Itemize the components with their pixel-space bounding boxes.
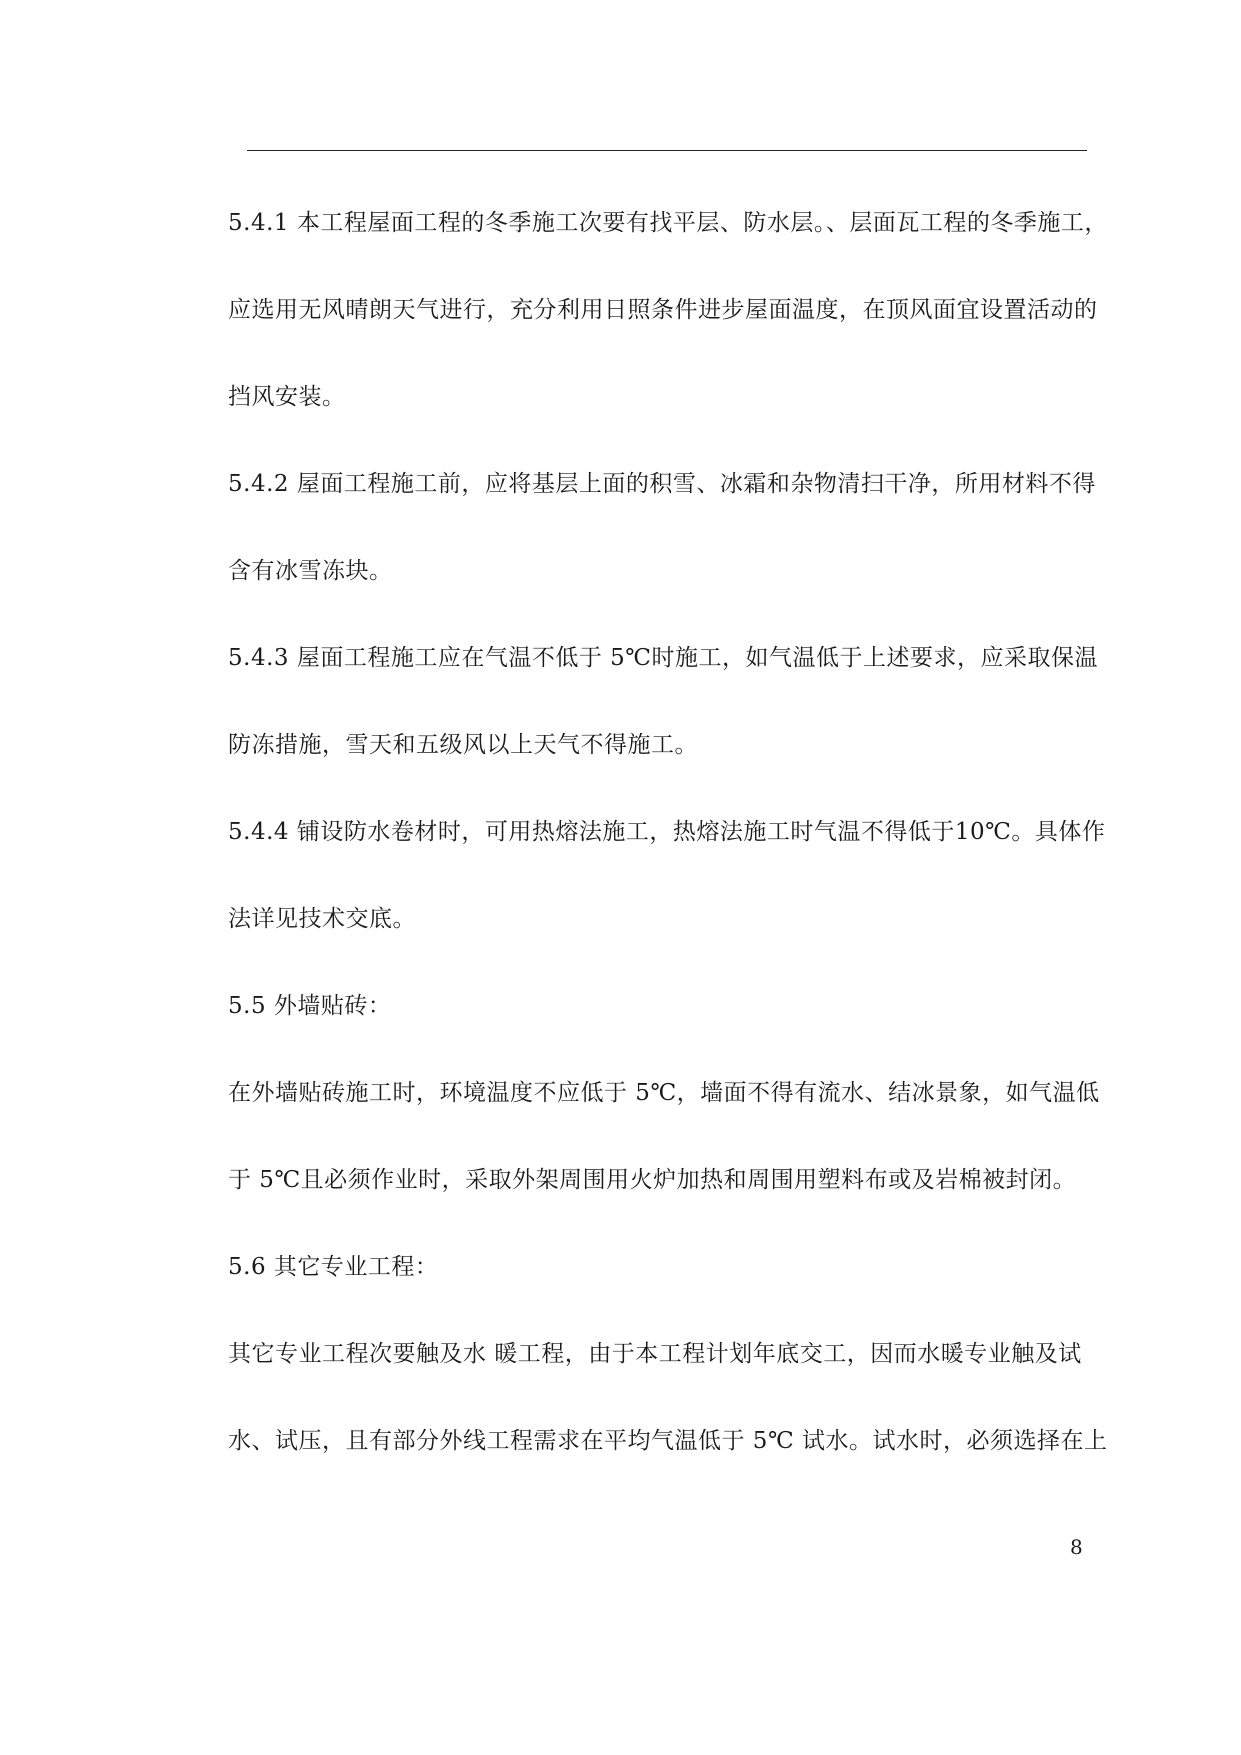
- body-text: [228, 180, 1118, 1485]
- text-line: 防冻措施，雪天和五级风以上天气不得施工。: [228, 732, 698, 758]
- header-rule: [247, 150, 1087, 151]
- text-line: 5.5 外墙贴砖：: [228, 993, 392, 1019]
- text-line: 于 5℃且必须作业时，采取外架周围用火炉加热和周围用塑料布或及岩棉被封闭。: [228, 1167, 1077, 1193]
- text-line: 5.6 其它专业工程：: [228, 1254, 439, 1280]
- page-number: 8: [1070, 1535, 1083, 1559]
- text-line: 应选用无风晴朗天气进行，充分利用日照条件进步屋面温度，在顶风面宜设置活动的: [228, 297, 1098, 323]
- text-line: 5.4.1 本工程屋面工程的冬季施工次要有找平层、防水层。、层面瓦工程的冬季施工，: [228, 210, 1108, 236]
- text-line: 法详见技术交底。: [228, 906, 416, 932]
- text-line: 水、试压，且有部分外线工程需求在平均气温低于 5℃ 试水。试水时，必须选择在上: [228, 1428, 1108, 1454]
- text-line: 含有冰雪冻块。: [228, 558, 393, 584]
- text-line: 在外墙贴砖施工时，环境温度不应低于 5℃，墙面不得有流水、结冰景象，如气温低: [228, 1080, 1100, 1106]
- text-line: 挡风安装。: [228, 384, 346, 410]
- text-line: 5.4.3 屋面工程施工应在气温不低于 5℃时施工，如气温低于上述要求，应采取保温: [228, 645, 1099, 671]
- text-line: 其它专业工程次要触及水 暖工程，由于本工程计划年底交工，因而水暖专业触及试: [228, 1341, 1082, 1367]
- text-line: 5.4.4 铺设防水卷材时，可用热熔法施工，热熔法施工时气温不得低于10℃。具体作: [228, 819, 1106, 845]
- text-line: 5.4.2 屋面工程施工前，应将基层上面的积雪、冰霜和杂物清扫干净，所用材料不得: [228, 471, 1096, 497]
